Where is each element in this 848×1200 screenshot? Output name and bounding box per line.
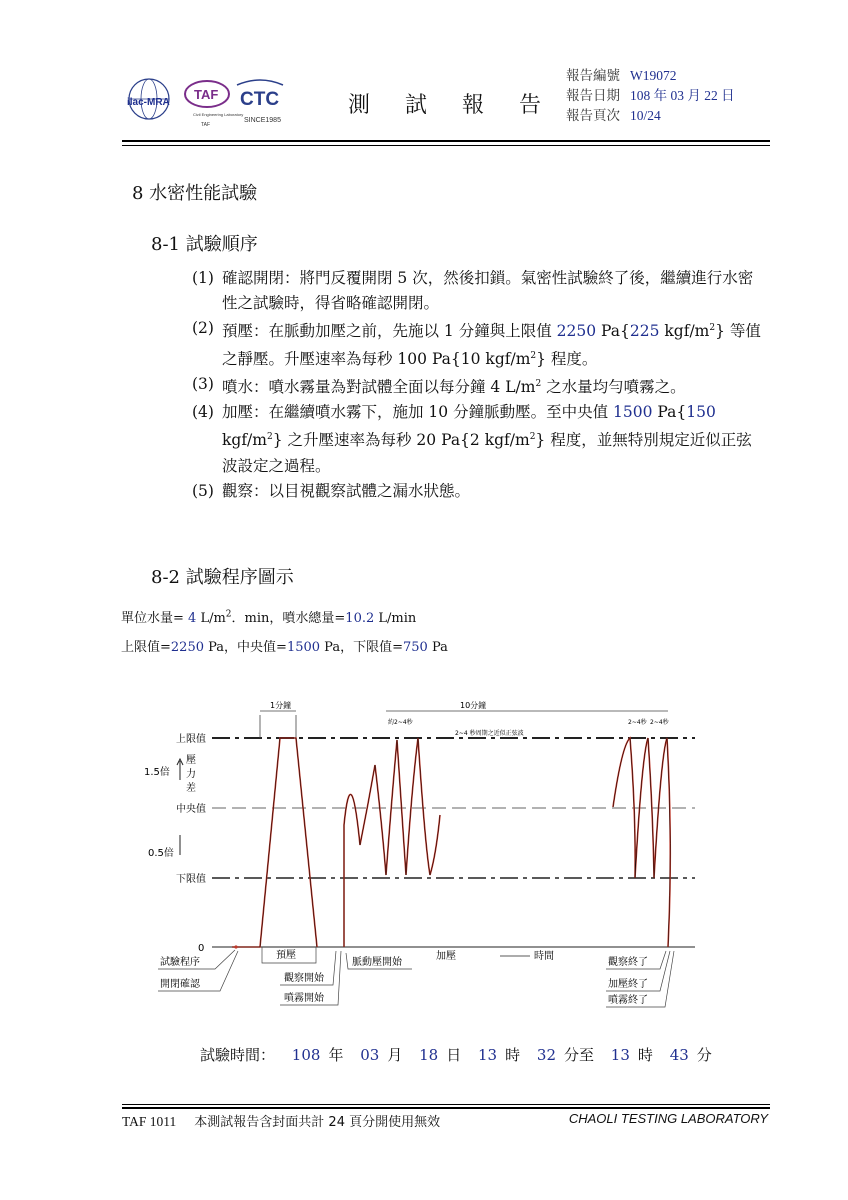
annotation: 2~4 秒周期之近似正弦波: [455, 730, 524, 737]
bottom-label: 脈動壓開始: [352, 957, 402, 968]
pressure-info: 上限值=2250 Pa，中央值=1500 Pa，下限值=750 Pa: [121, 640, 448, 655]
ratio-label: 0.5倍: [148, 848, 174, 859]
report-number: W19072: [630, 68, 677, 83]
taf-logo: [185, 81, 243, 128]
bottom-label: 試驗程序: [160, 957, 200, 968]
bottom-label: 開閉確認: [160, 979, 200, 990]
form-code: TAF 1011: [122, 1114, 177, 1129]
bottom-label: 觀察終了: [608, 957, 648, 968]
footer-left: [122, 1111, 440, 1130]
annotation: 約2~4秒: [388, 719, 413, 726]
report-title: 測 試 報 告: [348, 93, 555, 118]
footer-rule-thin: [122, 1104, 770, 1105]
subsection-heading: 8-2 試驗程序圖示: [151, 567, 294, 588]
report-meta: 報告編號 W19072 報告日期 108 年 03 月 22 日 報告頁次 10/24: [566, 68, 735, 123]
report-date: 108 年 03 月 22 日: [630, 88, 735, 103]
report-page: 10/24: [630, 108, 661, 123]
ilac-logo: [127, 79, 170, 119]
bottom-label: 加壓: [436, 951, 456, 962]
list-item: (4) 加壓：在繼續噴水霧下，施加 10 分鐘脈動壓。至中央值 1500 Pa{150 kgf/$m^2$} 之升壓速率為每秒 20 Pa{2 kgf/$m^2$} 程度，並無特別規定近似正弦波設定之過程。: [192, 403, 752, 475]
svg-text:Civil Engineering Laboratory: Civil Engineering Laboratory: [193, 112, 244, 117]
annotation: 2~4秒: [650, 719, 669, 726]
pressure-curve: [232, 738, 670, 949]
footer-rule: [122, 1107, 770, 1109]
list-item: (1) 確認開閉：將門反覆開閉 5 次，然後扣鎖。氣密性試驗終了後，繼續進行水密性之試驗時，得省略確認開閉。: [192, 269, 754, 312]
header-rule: [122, 140, 770, 142]
level-label: 上限值: [176, 734, 206, 745]
bottom-label: 預壓: [276, 950, 296, 961]
annotation: 2~4秒: [628, 719, 647, 726]
bottom-label: 時間: [534, 951, 554, 962]
svg-text:TAF: TAF: [194, 87, 219, 102]
procedure-list: [192, 266, 762, 504]
y-axis-label: 壓: [186, 755, 196, 766]
bottom-label: 噴霧終了: [608, 995, 648, 1006]
ctc-logo: [237, 80, 283, 124]
section-heading: 8 水密性能試驗: [132, 183, 258, 204]
header-rule-thin: [122, 145, 770, 146]
ratio-label: 1.5倍: [144, 767, 170, 778]
list-item: (2) 預壓：在脈動加壓之前，先施以 1 分鐘與上限值 2250 Pa{225 kgf/$m^2$} 等值之靜壓。升壓速率為每秒 100 Pa{10 kgf/$m^2$} 程度。: [192, 319, 761, 369]
annotation: 10分鐘: [460, 701, 487, 710]
svg-text:TAF: TAF: [201, 122, 211, 128]
procedure-chart: [120, 695, 700, 1019]
bottom-label: 噴霧開始: [284, 993, 324, 1004]
svg-text:力: 力: [186, 769, 196, 780]
test-time: 試驗時間： 108 年 03 月 18 日 13 時 32 分至 13 時 43 分: [200, 1046, 712, 1064]
list-item: (3) 噴水：噴水霧量為對試體全面以每分鐘 4 $L/m^2$ 之水量均勻噴霧之。: [192, 375, 686, 397]
water-info: 單位水量= 4 $L/m^2$．min，噴水總量=10.2 L/min: [121, 609, 417, 626]
logo-group: [125, 72, 295, 132]
subsection-heading: 8-1 試驗順序: [151, 234, 258, 255]
bottom-label: 加壓終了: [608, 979, 648, 990]
level-label: 0: [198, 943, 205, 954]
svg-text:差: 差: [186, 783, 196, 794]
level-label: 下限值: [176, 874, 206, 885]
bottom-label: 觀察開始: [284, 973, 324, 984]
ilac-text: ilac-MRA: [127, 97, 170, 108]
svg-text:CTC: CTC: [240, 89, 280, 110]
list-item: (5) 觀察：以目視觀察試體之漏水狀態。: [192, 481, 471, 500]
lab-name: CHAOLI TESTING LABORATORY: [568, 1111, 768, 1126]
svg-text:SINCE1985: SINCE1985: [244, 117, 281, 124]
annotation: 1分鐘: [270, 701, 292, 710]
level-label: 中央值: [176, 804, 206, 815]
footer-note: 本測試報告含封面共計 24 頁分開使用無效: [194, 1115, 441, 1130]
